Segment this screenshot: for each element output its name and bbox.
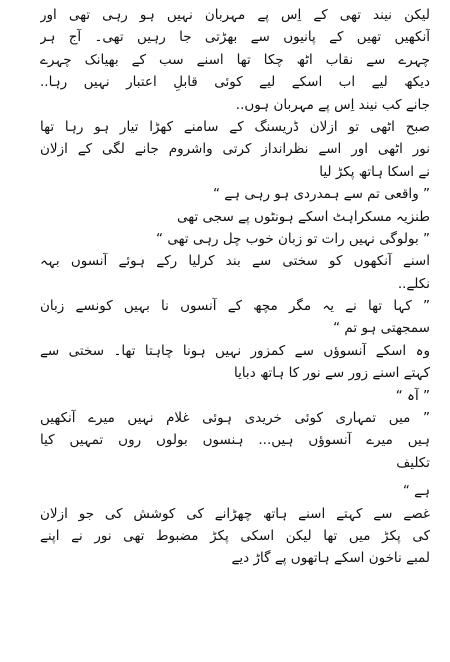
text-line: اسنے آنکھوں کو سختی سے بند کرلیا رکے ہوئے آنسوں بہہ [40,253,430,270]
text-line: غصے سے کہتے اسنے ہاتھ چھڑانے کی کوشش کی جو ازلان [40,505,430,522]
text-line: نکلے.. [397,275,430,292]
text-line: نور اٹھی اور اسے نظرانداز کرتی واشروم جانے لگی کے ازلان [40,141,430,158]
text-line: کہتے اسنے زور سے نور کا ہاتھ دبایا [233,365,430,382]
text-line: دیکھ لیے اب اسکے لیے کوئی قابلِ اعتبار نہیں رہا.. [40,74,430,91]
text-line: لیکن نیند تھی کے اِس پے مہربان نہیں ہو رہی تھی اور [40,7,430,23]
text-line: لمبے ناخون اسکے ہاتھوں پے گاڑ دیے [231,550,430,567]
text-line: جانے کب نیند اِس پے مہربان ہوں.. [235,96,430,113]
text-line: کی پکڑ میں تھا لیکن اسکی پکڑ مضبوط تھی نور نے اپنے [40,527,430,544]
text-line: صبح اٹھی تو ازلان ڈریسنگ کے سامنے کھڑا تیار ہو رہا تھا [40,118,430,135]
text-line: آنکھیں تھیں کے پانیوں سے بھڑتی جا رہیں تھی۔ آج ہر [40,29,430,46]
text-line: وہ اسکے آنسوؤں سے کمزور نہیں ہونا چاہتا تھا۔ سختی سے [40,342,430,359]
text-line: ہے “ [402,483,430,500]
text-line: ہیں میرے آنسوؤں ہیں... ہنسوں بولوں روں تمہیں کیا [40,432,430,449]
text-line: ” کہا تھا نے یہ مگر مچھ کے آنسوں نا بہیں کونسے زبان [40,298,430,315]
text-line: طنزیہ مسکراہٹ اسکے ہونٹوں پے سجی تھی [177,208,430,225]
text-line: سمجھتی ہو تم “ [333,320,430,337]
text-line: نے اسکا ہاتھ پکڑ لیا [319,163,430,180]
text-line: ” آہ “ [395,387,430,404]
text-line: ” بولوگی نہیں رات تو زبان خوب چل رہی تھی “ [156,230,430,247]
text-line: ” واقعی تم سے ہمدردی ہو رہی ہے “ [212,186,430,203]
text-line: ” میں تمہاری کوئی خریدی ہوئی غلام نہیں میرے آنکھیں [40,410,430,427]
text-line: چہرے سے نقاب اٹھ چکا تھا اسنے سب کے بھیانک چہرے [40,51,430,68]
text-line: تکلیف [396,454,430,471]
